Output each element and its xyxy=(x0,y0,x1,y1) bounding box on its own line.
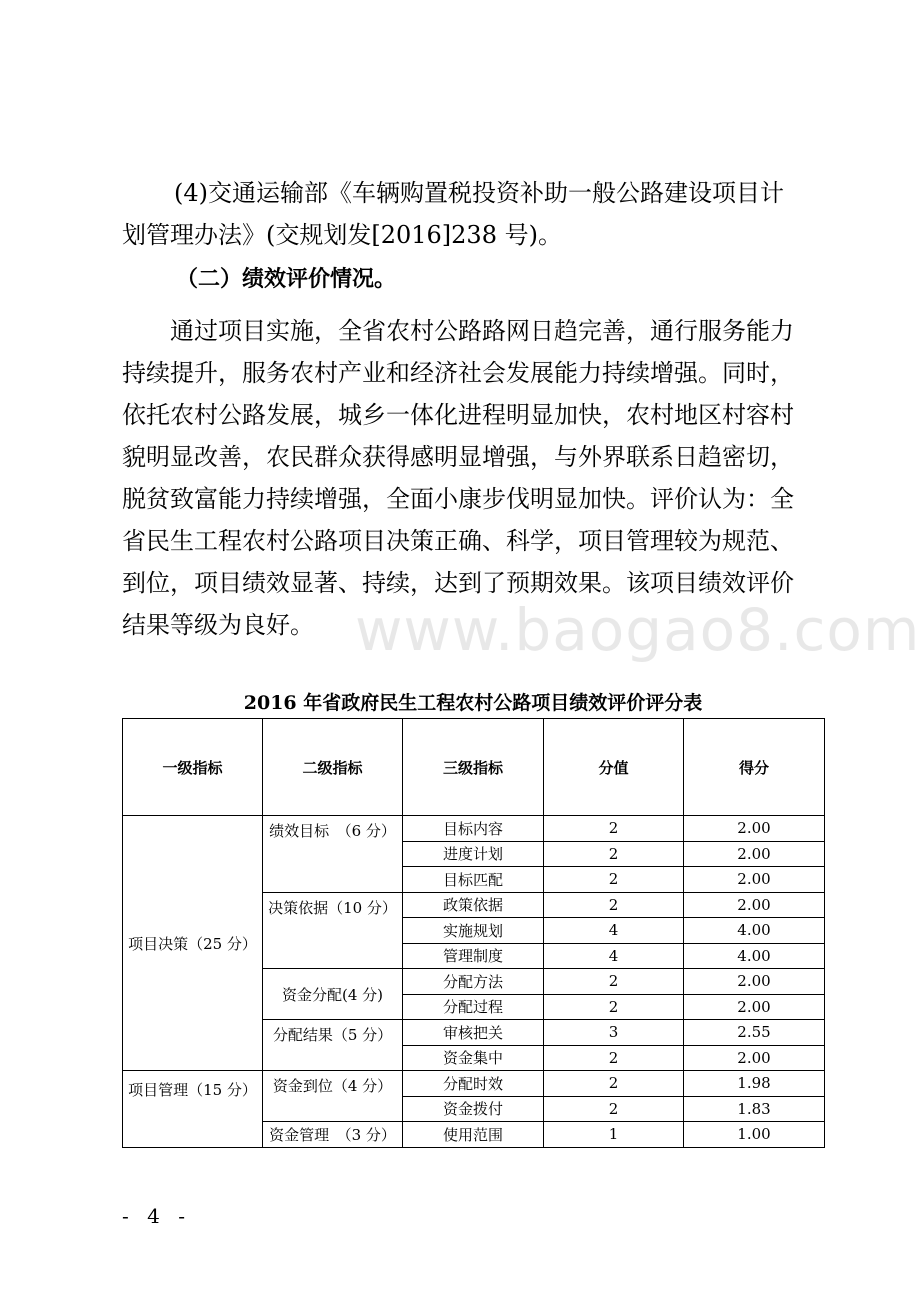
value-cell: 4 xyxy=(544,918,684,944)
score-cell: 2.00 xyxy=(684,994,825,1020)
level3-cell: 审核把关 xyxy=(403,1020,544,1046)
section-heading: （二）绩效评价情况。 xyxy=(176,266,397,292)
table-caption: 2016 年省政府民生工程农村公路项目绩效评价评分表 xyxy=(243,692,703,714)
level3-cell: 目标匹配 xyxy=(403,867,544,893)
level3-cell: 资金拨付 xyxy=(403,1096,544,1122)
value-cell: 2 xyxy=(544,867,684,893)
level3-cell: 分配时效 xyxy=(403,1071,544,1097)
table-row xyxy=(123,816,825,842)
watermark-text: www.baogao8.com xyxy=(355,596,920,664)
score-cell: 1.98 xyxy=(684,1071,825,1097)
value-cell: 2 xyxy=(544,994,684,1020)
page-number: - 4 - xyxy=(122,1204,191,1228)
level3-cell: 实施规划 xyxy=(403,918,544,944)
paragraph-evaluation: 通过项目实施，全省农村公路路网日趋完善，通行服务能力持续提升，服务农村产业和经济社会发展能力持续增强。同时，依托农村公路发展，城乡一体化进程明显加快，农村地区村容村貌明显改善，农民群众获得感明显增强，与外界联系日趋密切，脱贫致富能力持续增强，全面小康步伐明显加快。评价认为：全省民生工程农村公路项目决策正确、科学，项目管理较为规范、到位，项目绩效显著、持续，达到了预期效果。该项目绩效评价结果等级为良好。 xyxy=(122,317,794,639)
table-row xyxy=(123,1071,825,1097)
value-cell: 1 xyxy=(544,1122,684,1148)
value-cell: 2 xyxy=(544,1045,684,1071)
level3-cell: 目标内容 xyxy=(403,816,544,842)
value-cell: 2 xyxy=(544,841,684,867)
score-cell: 4.00 xyxy=(684,918,825,944)
header-score: 得分 xyxy=(684,719,825,816)
table-header-row xyxy=(123,719,825,816)
level2-cell: 资金管理 （3 分） xyxy=(263,1122,403,1148)
value-cell: 4 xyxy=(544,943,684,969)
score-cell: 2.00 xyxy=(684,892,825,918)
score-cell: 2.55 xyxy=(684,1020,825,1046)
score-cell: 2.00 xyxy=(684,816,825,842)
level2-cell: 绩效目标 （6 分） xyxy=(263,816,403,893)
value-cell: 2 xyxy=(544,816,684,842)
value-cell: 2 xyxy=(544,1071,684,1097)
level3-cell: 分配过程 xyxy=(403,994,544,1020)
value-cell: 2 xyxy=(544,892,684,918)
header-level2: 二级指标 xyxy=(263,719,403,816)
value-cell: 3 xyxy=(544,1020,684,1046)
score-cell: 1.83 xyxy=(684,1096,825,1122)
level3-cell: 进度计划 xyxy=(403,841,544,867)
header-level3: 三级指标 xyxy=(403,719,544,816)
level3-cell: 资金集中 xyxy=(403,1045,544,1071)
level3-cell: 管理制度 xyxy=(403,943,544,969)
score-cell: 2.00 xyxy=(684,969,825,995)
level2-cell: 分配结果（5 分） xyxy=(263,1020,403,1071)
score-cell: 2.00 xyxy=(684,1045,825,1071)
score-cell: 4.00 xyxy=(684,943,825,969)
header-level1: 一级指标 xyxy=(123,719,263,816)
level2-cell: 决策依据（10 分） xyxy=(263,892,403,969)
value-cell: 2 xyxy=(544,969,684,995)
score-cell: 2.00 xyxy=(684,841,825,867)
value-cell: 2 xyxy=(544,1096,684,1122)
level3-cell: 分配方法 xyxy=(403,969,544,995)
level3-cell: 使用范围 xyxy=(403,1122,544,1148)
score-table xyxy=(122,718,825,1148)
level2-cell: 资金到位（4 分） xyxy=(263,1071,403,1122)
score-cell: 1.00 xyxy=(684,1122,825,1148)
level1-cell: 项目管理（15 分） xyxy=(123,1071,263,1148)
score-cell: 2.00 xyxy=(684,867,825,893)
header-value: 分值 xyxy=(544,719,684,816)
level2-cell: 资金分配(4 分) xyxy=(263,969,403,1020)
paragraph-regulation: (4)交通运输部《车辆购置税投资补助一般公路建设项目计划管理办法》(交规划发[2016]238 号)。 xyxy=(122,179,784,249)
level3-cell: 政策依据 xyxy=(403,892,544,918)
level1-cell: 项目决策（25 分） xyxy=(123,816,263,1071)
